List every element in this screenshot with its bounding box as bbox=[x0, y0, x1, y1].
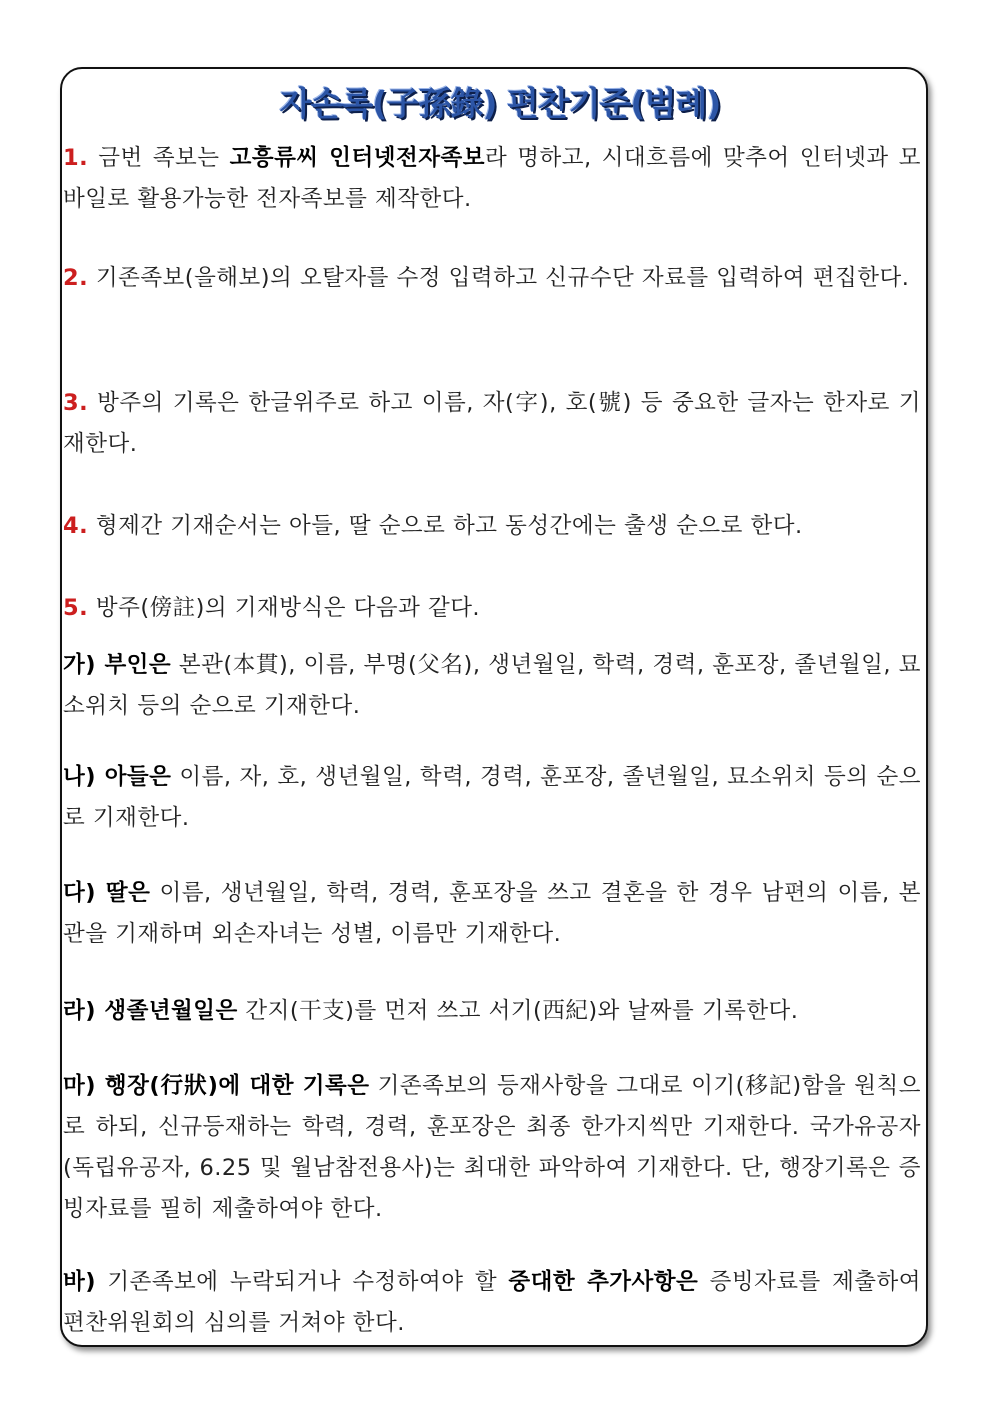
subrule-text: 본관(本貫), 이름, 부명(父名), 생년월일, 학력, 경력, 훈포장, 졸년월일, 묘소위치 등의 순으로 기재한다. bbox=[63, 652, 921, 719]
rule-number: 5. bbox=[63, 595, 89, 621]
subrule-label: 다) 딸은 bbox=[63, 880, 151, 906]
rule-text: 방주(傍註)의 기재방식은 다음과 같다. bbox=[88, 595, 481, 621]
subrule-item-da bbox=[63, 873, 921, 955]
rule-number: 3. bbox=[63, 390, 89, 416]
subrule-item-ga bbox=[63, 645, 921, 727]
rule-number: 4. bbox=[63, 513, 89, 539]
subrule-item-ma bbox=[63, 1066, 921, 1230]
rule-item-5 bbox=[63, 588, 921, 629]
rule-number: 2. bbox=[63, 265, 89, 291]
subrule-keyword: 중대한 추가사항은 bbox=[508, 1269, 699, 1295]
rule-keyword: 고흥류씨 인터넷전자족보 bbox=[229, 145, 485, 171]
subrule-text: 증빙자료를 제출하여 편찬위원회의 심의를 거쳐야 한다. bbox=[63, 1269, 922, 1336]
subrule-label: 가) 부인은 bbox=[63, 652, 172, 678]
subrule-text: 기존족보의 등재사항을 그대로 이기(移記)함을 원칙으로 하되, 신규등재하는 학력, 경력, 훈포장은 최종 한가지씩만 기재한다. 국가유공자(독립유공자, 6.25 및 월남참전용사)는 최대한 파악하여 기재한다. 단, 행장기록은 증빙자료를 필히 제출하여야 한다. bbox=[63, 1073, 921, 1222]
rule-text: 금번 족보는 bbox=[88, 145, 230, 171]
rule-item-1 bbox=[63, 138, 921, 220]
subrule-label: 바) bbox=[63, 1269, 97, 1295]
page-title: 자손록(子孫錄) 편찬기준(범례) bbox=[279, 84, 721, 123]
rule-text: 방주의 기록은 한글위주로 하고 이름, 자(字), 호(號) 등 중요한 글자는 한자로 기재한다. bbox=[63, 390, 921, 457]
subrule-label: 마) 행장(行狀)에 대한 기록은 bbox=[63, 1073, 370, 1099]
rule-text: 라 명하고, 시대흐름에 맞추어 인터넷과 모바일로 활용가능한 전자족보를 제작한다. bbox=[63, 145, 921, 212]
rule-text: 형제간 기재순서는 아들, 딸 순으로 하고 동성간에는 출생 순으로 한다. bbox=[88, 513, 803, 539]
rule-item-4 bbox=[63, 506, 921, 547]
subrule-text: 기존족보에 누락되거나 수정하여야 할 bbox=[96, 1269, 509, 1295]
subrule-text: 이름, 자, 호, 생년월일, 학력, 경력, 훈포장, 졸년월일, 묘소위치 등의 순으로 기재한다. bbox=[63, 764, 921, 831]
subrule-text: 이름, 생년월일, 학력, 경력, 훈포장을 쓰고 결혼을 한 경우 남편의 이름, 본관을 기재하며 외손자녀는 성별, 이름만 기재한다. bbox=[63, 880, 921, 947]
subrule-text: 간지(干支)를 먼저 쓰고 서기(西紀)와 날짜를 기록한다. bbox=[237, 998, 799, 1024]
subrule-item-ba bbox=[63, 1262, 921, 1344]
subrule-label: 라) 생졸년월일은 bbox=[63, 998, 238, 1024]
rule-item-3 bbox=[63, 383, 921, 465]
subrule-item-na bbox=[63, 757, 921, 839]
rule-number: 1. bbox=[63, 145, 89, 171]
subrule-label: 나) 아들은 bbox=[63, 764, 172, 790]
rule-text: 기존족보(을해보)의 오탈자를 수정 입력하고 신규수단 자료를 입력하여 편집한다. bbox=[88, 265, 910, 291]
subrule-item-ra bbox=[63, 991, 921, 1032]
rule-item-2 bbox=[63, 258, 921, 299]
